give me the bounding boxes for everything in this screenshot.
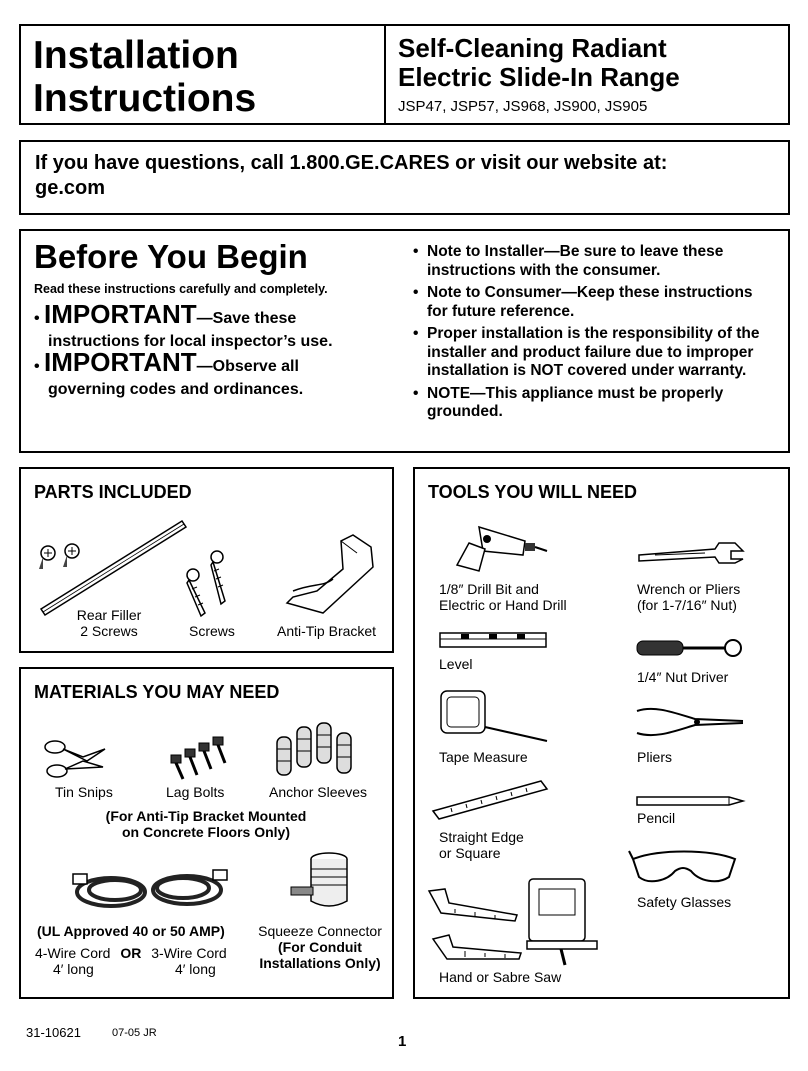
straight-line1: Straight Edge (439, 829, 524, 845)
squeeze-connector-label (247, 923, 393, 971)
drill-line2: Electric or Hand Drill (439, 597, 567, 613)
important-save: • IMPORTANT—Save these instructions for local inspector’s use. (34, 301, 384, 352)
lag-bolts-icon (161, 735, 241, 780)
parts-title: PARTS INCLUDED (34, 482, 192, 502)
model-numbers: JSP47, JSP57, JS968, JS900, JS905 (398, 98, 648, 115)
parts-included-box (19, 467, 394, 653)
title-line1: Installation (33, 34, 239, 77)
product-line2: Electric Slide-In Range (398, 62, 680, 92)
important-label: IMPORTANT (44, 347, 197, 377)
squeeze-connector-icon (287, 851, 357, 921)
hand-saw-icon (425, 887, 525, 967)
straight-edge-icon (431, 779, 551, 819)
page-number: 1 (398, 1033, 407, 1050)
page-title (33, 34, 256, 120)
pliers-label: Pliers (637, 749, 673, 765)
contact-line1: If you have questions, call 1.800.GE.CARES or visit our website at: (35, 152, 668, 174)
concrete-note-line2: on Concrete Floors Only) (121, 824, 290, 840)
pencil-icon (635, 795, 745, 807)
tape-measure-icon (439, 687, 549, 742)
product-line1: Self-Cleaning Radiant (398, 33, 667, 63)
before-title: Before You Begin (34, 238, 308, 275)
two-screws-text: 2 Screws (80, 623, 138, 639)
saw-label: Hand or Sabre Saw (439, 969, 562, 985)
header-divider (384, 26, 386, 123)
note-warranty: • Proper installation is the responsibility of the installer and product failure due to improper installation is NOT covered under warranty. (413, 325, 773, 381)
tape-measure-label: Tape Measure (439, 749, 528, 765)
ul-note: (UL Approved 40 or 50 AMP) (37, 923, 225, 939)
note-grounded: • NOTE—This appliance must be properly grounded. (413, 385, 773, 422)
power-cords-icon (71, 864, 231, 919)
materials-box (19, 667, 394, 999)
straight-edge-label (439, 829, 524, 861)
squeeze-text: Squeeze Connector (258, 923, 382, 939)
drill-line1: 1/8″ Drill Bit and (439, 581, 539, 597)
rear-filler-text: Rear Filler (76, 607, 142, 623)
notes-list (413, 243, 773, 422)
note-installer: • Note to Installer—Be sure to leave these instructions with the consumer. (413, 243, 773, 280)
important-codes: • IMPORTANT—Observe all governing codes and ordinances. (34, 349, 384, 400)
tin-snips-label: Tin Snips (55, 784, 113, 800)
important-codes-rest: —Observe all (196, 358, 299, 375)
rear-filler-label (59, 607, 159, 639)
contact-text (35, 151, 667, 201)
level-label: Level (439, 656, 473, 672)
four-wire-length: 4′ long (53, 961, 94, 977)
tools-box (413, 467, 790, 999)
doc-number: 31-10621 (26, 1025, 81, 1040)
nut-driver-label: 1/4″ Nut Driver (637, 669, 729, 685)
anti-tip-label: Anti-Tip Bracket (277, 623, 377, 639)
anti-tip-bracket-icon (283, 531, 383, 621)
cord-options (35, 945, 255, 961)
doc-date: 07-05 JR (112, 1027, 157, 1039)
anchor-sleeves-icon (271, 717, 361, 787)
tin-snips-icon (43, 737, 108, 782)
safety-glasses-icon (629, 847, 739, 887)
conduit-line1: (For Conduit (278, 939, 362, 955)
concrete-note-line1: (For Anti-Tip Bracket Mounted (105, 808, 307, 824)
lag-bolts-label: Lag Bolts (166, 784, 225, 800)
three-wire-length: 4′ long (175, 961, 216, 977)
wrench-line1: Wrench or Pliers (637, 581, 741, 597)
important-codes-line2: governing codes and ordinances. (48, 381, 304, 398)
sabre-saw-icon (525, 875, 605, 965)
three-wire-label: 3-Wire Cord (151, 945, 227, 961)
before-intro: Read these instructions carefully and completely. (34, 282, 328, 296)
four-wire-label: 4-Wire Cord (35, 945, 111, 961)
important-label: IMPORTANT (44, 299, 197, 329)
title-line2: Instructions (33, 77, 257, 120)
level-icon (439, 631, 549, 651)
contact-line2: ge.com (35, 177, 106, 199)
product-name (398, 34, 680, 92)
pencil-label: Pencil (637, 810, 676, 826)
tools-title: TOOLS YOU WILL NEED (428, 482, 638, 502)
concrete-note (81, 808, 331, 840)
header-box (19, 24, 790, 125)
safety-glasses-label: Safety Glasses (637, 894, 732, 910)
drill-label (439, 581, 567, 613)
screws-label: Screws (189, 623, 235, 639)
anchor-sleeves-label: Anchor Sleeves (269, 784, 368, 800)
note-consumer: • Note to Consumer—Keep these instructions for future reference. (413, 284, 773, 321)
important-save-line2: instructions for local inspector’s use. (48, 333, 333, 350)
wrench-line2: (for 1-7/16″ Nut) (637, 597, 737, 613)
filler-screws-icon (37, 543, 87, 573)
straight-line2: or Square (439, 845, 501, 861)
or-label: OR (120, 945, 142, 961)
drill-icon (439, 521, 549, 576)
contact-box (19, 140, 790, 215)
before-you-begin-box (19, 229, 790, 453)
pliers-icon (635, 705, 745, 739)
screws-icon (181, 549, 241, 619)
wrench-label (637, 581, 740, 613)
conduit-line2: Installations Only) (259, 955, 381, 971)
materials-title: MATERIALS YOU MAY NEED (34, 682, 280, 702)
wrench-icon (635, 541, 745, 565)
important-save-rest: —Save these (196, 310, 297, 327)
nut-driver-icon (635, 637, 745, 659)
